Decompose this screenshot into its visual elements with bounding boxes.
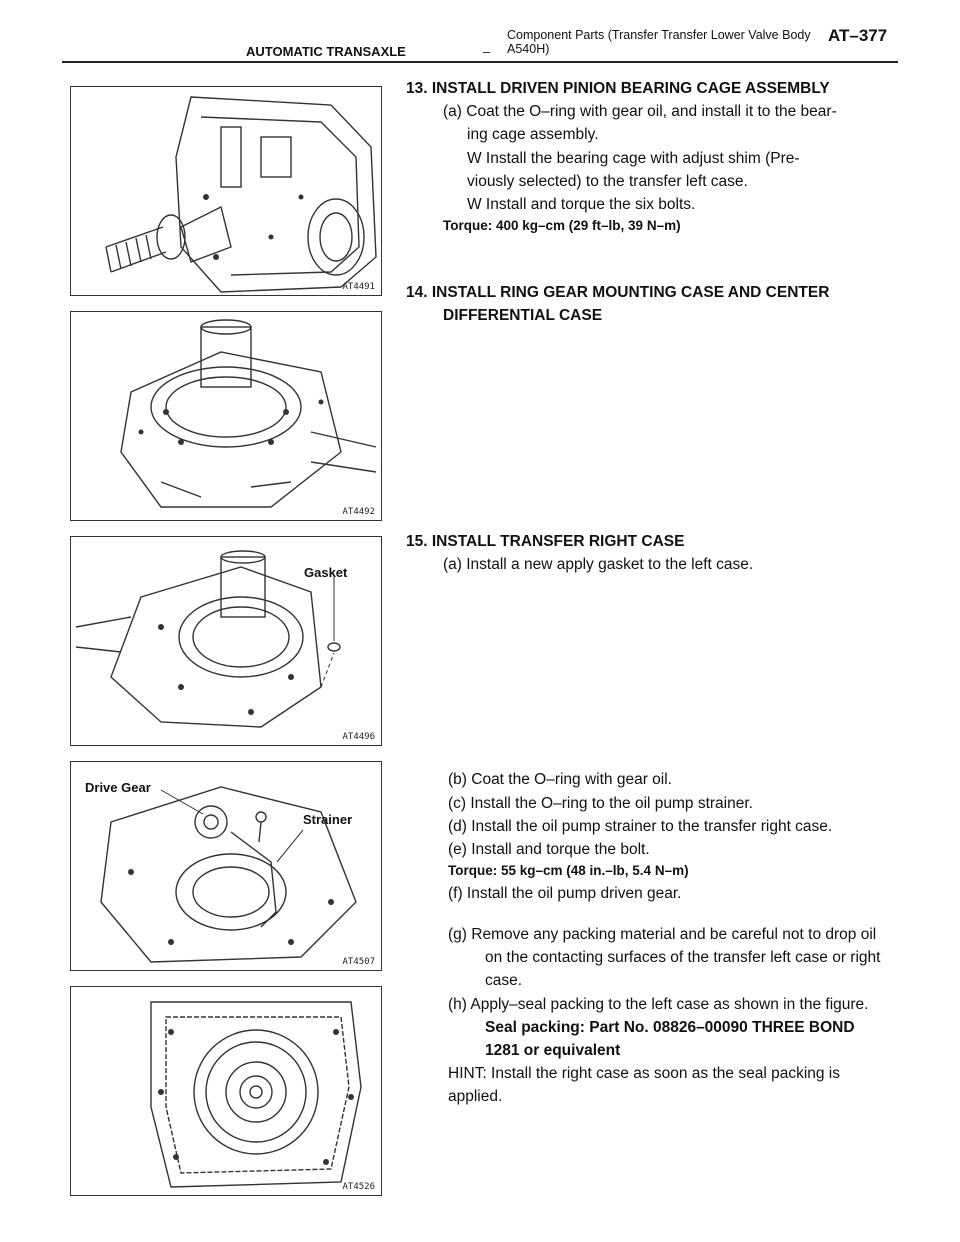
step-15-g-line3: case. — [485, 972, 523, 989]
step-13-w1-line1: W Install the bearing cage with adjust shim (Pre- — [467, 150, 800, 167]
section-title: AUTOMATIC TRANSAXLE — [246, 44, 406, 59]
step-15-torque: Torque: 55 kg–cm (48 in.–lb, 5.4 N–m) — [448, 863, 689, 878]
step-15-c: (c) Install the O–ring to the oil pump strainer. — [448, 795, 753, 812]
figure-code: AT4526 — [342, 1182, 375, 1192]
callout-drive-gear: Drive Gear — [85, 780, 151, 795]
page-number: AT–377 — [828, 26, 888, 45]
hint-line1: HINT: Install the right case as soon as the seal packing is — [448, 1065, 841, 1082]
seal-packing-illustration — [71, 987, 381, 1195]
step-14-heading-line1: 14. INSTALL RING GEAR MOUNTING CASE AND CENTER — [406, 284, 830, 301]
callout-strainer: Strainer — [303, 812, 353, 827]
figure-code: AT4507 — [342, 957, 375, 967]
step-15-h: (h) Apply–seal packing to the left case as shown in the figure. — [448, 996, 869, 1013]
step-15-b: (b) Coat the O–ring with gear oil. — [448, 771, 672, 788]
callout-gasket: Gasket — [304, 565, 348, 580]
hint-line2: applied. — [448, 1088, 503, 1105]
step-15-d: (d) Install the oil pump strainer to the transfer right case. — [448, 818, 833, 835]
page-subject: Component Parts (Transfer Transfer Lower Valve Body A540H) — [507, 28, 811, 56]
step-15-a: (a) Install a new apply gasket to the left case. — [443, 556, 754, 573]
header-rule — [62, 61, 898, 63]
figure-code: AT4496 — [342, 732, 375, 742]
step-15-g-line1: (g) Remove any packing material and be careful not to drop oil — [448, 926, 877, 943]
step-15-f: (f) Install the oil pump driven gear. — [448, 885, 682, 902]
figure-oil-pump-strainer — [70, 761, 382, 971]
step-13-torque: Torque: 400 kg–cm (29 ft–lb, 39 N–m) — [443, 218, 681, 233]
figure-code: AT4491 — [342, 282, 375, 292]
step-15-e: (e) Install and torque the bolt. — [448, 841, 650, 858]
figure-bearing-cage — [70, 86, 382, 296]
step-13-w1-line2: viously selected) to the transfer left case. — [467, 173, 748, 190]
step-15-g-line2: on the contacting surfaces of the transfer left case or right — [485, 949, 881, 966]
figure-code: AT4492 — [342, 507, 375, 517]
figure-apply-gasket — [70, 536, 382, 746]
step-13-w2: W Install and torque the six bolts. — [467, 196, 696, 213]
bearing-cage-illustration — [71, 87, 381, 295]
seal-packing-line2: 1281 or equivalent — [485, 1042, 621, 1059]
step-13-heading: 13. INSTALL DRIVEN PINION BEARING CAGE ASSEMBLY — [406, 80, 830, 97]
figure-differential-case — [70, 311, 382, 521]
figure-seal-packing — [70, 986, 382, 1196]
header-dash: – — [483, 44, 491, 59]
step-13-a-line2: ing cage assembly. — [467, 126, 599, 143]
seal-packing-line1: Seal packing: Part No. 08826–00090 THREE BOND — [485, 1019, 855, 1036]
differential-case-illustration — [71, 312, 381, 520]
step-15-heading: 15. INSTALL TRANSFER RIGHT CASE — [406, 533, 685, 550]
step-14-heading-line2: DIFFERENTIAL CASE — [443, 307, 603, 324]
step-13-a-line1: (a) Coat the O–ring with gear oil, and install it to the bear- — [443, 103, 837, 120]
